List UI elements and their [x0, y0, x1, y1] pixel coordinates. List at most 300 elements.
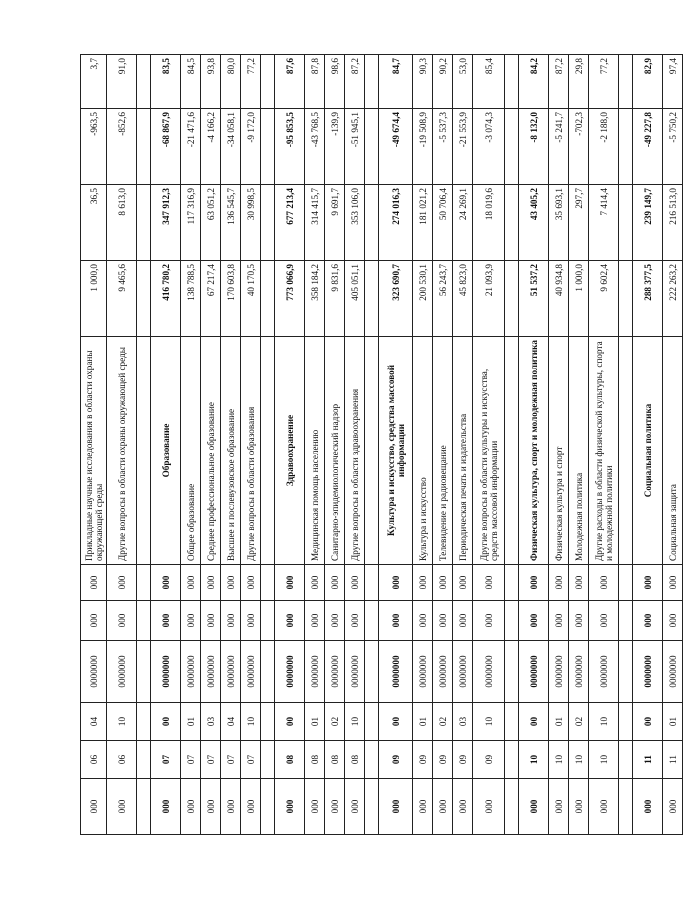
- code-type-cell: 000: [519, 601, 549, 641]
- rotated-table-container: [80, 55, 678, 835]
- actual-value-cell: 24 269,1: [453, 185, 473, 261]
- code-admin-cell: 000: [519, 779, 549, 835]
- code-target-cell: [261, 641, 275, 703]
- actual-value-cell: 136 545,7: [221, 185, 241, 261]
- table-row: [663, 55, 683, 835]
- code-target-cell: 0000000: [379, 641, 413, 703]
- code-type-cell: 000: [305, 601, 325, 641]
- table-row: [379, 55, 413, 835]
- spacer-row: [137, 55, 151, 835]
- percent-value-cell: [619, 55, 633, 109]
- deviation-value-cell: -3 074,3: [473, 109, 505, 185]
- code-kosgu-cell: [365, 565, 379, 601]
- plan-value-cell: 9 602,4: [589, 261, 619, 337]
- plan-value-cell: [137, 261, 151, 337]
- item-name-cell: Общее образование: [181, 337, 201, 565]
- plan-value-cell: 323 690,7: [379, 261, 413, 337]
- code-kosgu-cell: 000: [569, 565, 589, 601]
- table-row: [181, 55, 201, 835]
- code-subsection-cell: 10: [241, 703, 261, 741]
- table-row: [345, 55, 365, 835]
- code-kosgu-cell: 000: [379, 565, 413, 601]
- percent-value-cell: 83,5: [151, 55, 181, 109]
- code-type-cell: 000: [107, 601, 137, 641]
- table-row: [151, 55, 181, 835]
- code-section-cell: 11: [633, 741, 663, 779]
- item-name-cell: Социальная политика: [633, 337, 663, 565]
- code-type-cell: 000: [589, 601, 619, 641]
- code-kosgu-cell: 000: [663, 565, 683, 601]
- code-admin-cell: 000: [181, 779, 201, 835]
- percent-value-cell: 53,0: [453, 55, 473, 109]
- deviation-value-cell: [619, 109, 633, 185]
- plan-value-cell: [261, 261, 275, 337]
- percent-value-cell: 87,2: [549, 55, 569, 109]
- actual-value-cell: 216 513,0: [663, 185, 683, 261]
- code-type-cell: 000: [181, 601, 201, 641]
- code-subsection-cell: 00: [379, 703, 413, 741]
- code-admin-cell: 000: [325, 779, 345, 835]
- deviation-value-cell: -21 471,6: [181, 109, 201, 185]
- code-subsection-cell: 04: [221, 703, 241, 741]
- item-name-cell: [261, 337, 275, 565]
- plan-value-cell: 51 537,2: [519, 261, 549, 337]
- code-kosgu-cell: 000: [473, 565, 505, 601]
- code-section-cell: 08: [275, 741, 305, 779]
- actual-value-cell: 18 019,6: [473, 185, 505, 261]
- percent-value-cell: 91,0: [107, 55, 137, 109]
- plan-value-cell: 200 530,1: [413, 261, 433, 337]
- plan-value-cell: 56 243,7: [433, 261, 453, 337]
- code-kosgu-cell: 000: [345, 565, 365, 601]
- item-name-cell: Другие вопросы в области охраны окружающей среды: [107, 337, 137, 565]
- item-name-cell: Высшее и послевузовское образование: [221, 337, 241, 565]
- code-section-cell: [137, 741, 151, 779]
- code-admin-cell: 000: [569, 779, 589, 835]
- code-kosgu-cell: 000: [519, 565, 549, 601]
- plan-value-cell: 45 823,0: [453, 261, 473, 337]
- code-kosgu-cell: 000: [181, 565, 201, 601]
- plan-value-cell: 773 066,9: [275, 261, 305, 337]
- plan-value-cell: 405 051,1: [345, 261, 365, 337]
- code-kosgu-cell: 000: [453, 565, 473, 601]
- code-section-cell: [505, 741, 519, 779]
- code-type-cell: 000: [379, 601, 413, 641]
- budget-table: [80, 54, 683, 835]
- code-subsection-cell: [137, 703, 151, 741]
- item-name-cell: Физическая культура, спорт и молодежная политика: [519, 337, 549, 565]
- item-name-cell: Среднее профессиональное образование: [201, 337, 221, 565]
- code-type-cell: 000: [413, 601, 433, 641]
- code-kosgu-cell: 000: [201, 565, 221, 601]
- actual-value-cell: 239 149,7: [633, 185, 663, 261]
- code-subsection-cell: [365, 703, 379, 741]
- spacer-row: [505, 55, 519, 835]
- code-kosgu-cell: 000: [589, 565, 619, 601]
- code-type-cell: 000: [663, 601, 683, 641]
- table-body: [81, 55, 683, 835]
- code-section-cell: [261, 741, 275, 779]
- code-target-cell: 0000000: [413, 641, 433, 703]
- code-section-cell: 08: [305, 741, 325, 779]
- code-admin-cell: 000: [81, 779, 107, 835]
- plan-value-cell: 1 000,0: [569, 261, 589, 337]
- code-admin-cell: 000: [663, 779, 683, 835]
- plan-value-cell: 170 603,8: [221, 261, 241, 337]
- item-name-cell: Другие вопросы в области культуры и искусства, средств массовой информации: [473, 337, 505, 565]
- item-name-cell: Другие вопросы в области образования: [241, 337, 261, 565]
- code-section-cell: 10: [549, 741, 569, 779]
- table-row: [305, 55, 325, 835]
- actual-value-cell: 274 016,3: [379, 185, 413, 261]
- code-section-cell: 09: [453, 741, 473, 779]
- code-type-cell: 000: [81, 601, 107, 641]
- code-admin-cell: [619, 779, 633, 835]
- code-type-cell: [619, 601, 633, 641]
- table-row: [453, 55, 473, 835]
- code-kosgu-cell: [261, 565, 275, 601]
- actual-value-cell: [365, 185, 379, 261]
- deviation-value-cell: -5 750,2: [663, 109, 683, 185]
- code-subsection-cell: 03: [453, 703, 473, 741]
- code-section-cell: 09: [433, 741, 453, 779]
- code-admin-cell: [505, 779, 519, 835]
- percent-value-cell: 77,2: [241, 55, 261, 109]
- deviation-value-cell: -95 853,5: [275, 109, 305, 185]
- table-row: [519, 55, 549, 835]
- plan-value-cell: 138 788,5: [181, 261, 201, 337]
- percent-value-cell: [137, 55, 151, 109]
- code-kosgu-cell: 000: [305, 565, 325, 601]
- plan-value-cell: [365, 261, 379, 337]
- plan-value-cell: 9 465,6: [107, 261, 137, 337]
- plan-value-cell: 416 780,2: [151, 261, 181, 337]
- percent-value-cell: 82,9: [633, 55, 663, 109]
- code-target-cell: 0000000: [221, 641, 241, 703]
- table-row: [241, 55, 261, 835]
- deviation-value-cell: -5 241,7: [549, 109, 569, 185]
- code-kosgu-cell: 000: [151, 565, 181, 601]
- code-subsection-cell: [505, 703, 519, 741]
- code-type-cell: 000: [473, 601, 505, 641]
- deviation-value-cell: -49 227,8: [633, 109, 663, 185]
- code-type-cell: 000: [151, 601, 181, 641]
- code-admin-cell: 000: [433, 779, 453, 835]
- deviation-value-cell: -68 867,9: [151, 109, 181, 185]
- code-subsection-cell: 04: [81, 703, 107, 741]
- actual-value-cell: 36,5: [81, 185, 107, 261]
- plan-value-cell: 21 093,9: [473, 261, 505, 337]
- percent-value-cell: 85,4: [473, 55, 505, 109]
- percent-value-cell: [505, 55, 519, 109]
- code-admin-cell: 000: [379, 779, 413, 835]
- code-section-cell: 10: [569, 741, 589, 779]
- spacer-row: [261, 55, 275, 835]
- percent-value-cell: 84,7: [379, 55, 413, 109]
- deviation-value-cell: [365, 109, 379, 185]
- actual-value-cell: [505, 185, 519, 261]
- code-target-cell: 0000000: [519, 641, 549, 703]
- actual-value-cell: [619, 185, 633, 261]
- item-name-cell: Телевидение и радиовещание: [433, 337, 453, 565]
- deviation-value-cell: [261, 109, 275, 185]
- code-section-cell: 09: [473, 741, 505, 779]
- code-type-cell: 000: [549, 601, 569, 641]
- code-subsection-cell: [261, 703, 275, 741]
- percent-value-cell: 97,4: [663, 55, 683, 109]
- item-name-cell: [619, 337, 633, 565]
- actual-value-cell: 50 706,4: [433, 185, 453, 261]
- percent-value-cell: 80,0: [221, 55, 241, 109]
- actual-value-cell: 677 213,4: [275, 185, 305, 261]
- code-target-cell: 0000000: [549, 641, 569, 703]
- code-admin-cell: 000: [589, 779, 619, 835]
- code-section-cell: 09: [413, 741, 433, 779]
- code-subsection-cell: 10: [473, 703, 505, 741]
- plan-value-cell: [505, 261, 519, 337]
- item-name-cell: Санитарно-эпидемиологический надзор: [325, 337, 345, 565]
- code-kosgu-cell: 000: [433, 565, 453, 601]
- percent-value-cell: 3,7: [81, 55, 107, 109]
- code-admin-cell: 000: [549, 779, 569, 835]
- actual-value-cell: 353 106,0: [345, 185, 365, 261]
- percent-value-cell: [365, 55, 379, 109]
- code-type-cell: 000: [221, 601, 241, 641]
- code-subsection-cell: 01: [305, 703, 325, 741]
- code-kosgu-cell: [619, 565, 633, 601]
- code-subsection-cell: 01: [663, 703, 683, 741]
- item-name-cell: Физическая культура и спорт: [549, 337, 569, 565]
- plan-value-cell: 67 217,4: [201, 261, 221, 337]
- deviation-value-cell: [137, 109, 151, 185]
- code-type-cell: 000: [433, 601, 453, 641]
- code-admin-cell: 000: [305, 779, 325, 835]
- deviation-value-cell: -139,9: [325, 109, 345, 185]
- code-target-cell: 0000000: [589, 641, 619, 703]
- deviation-value-cell: -21 553,9: [453, 109, 473, 185]
- code-section-cell: [365, 741, 379, 779]
- code-section-cell: 07: [221, 741, 241, 779]
- code-section-cell: 10: [589, 741, 619, 779]
- code-target-cell: 0000000: [275, 641, 305, 703]
- plan-value-cell: [619, 261, 633, 337]
- code-subsection-cell: 01: [413, 703, 433, 741]
- code-type-cell: [261, 601, 275, 641]
- code-target-cell: 0000000: [663, 641, 683, 703]
- item-name-cell: Периодическая печать и издательства: [453, 337, 473, 565]
- code-section-cell: 11: [663, 741, 683, 779]
- table-row: [549, 55, 569, 835]
- code-target-cell: 0000000: [569, 641, 589, 703]
- actual-value-cell: 63 051,2: [201, 185, 221, 261]
- code-section-cell: [619, 741, 633, 779]
- percent-value-cell: 84,5: [181, 55, 201, 109]
- percent-value-cell: 87,2: [345, 55, 365, 109]
- actual-value-cell: 35 693,1: [549, 185, 569, 261]
- item-name-cell: Культура и искусство: [413, 337, 433, 565]
- code-admin-cell: 000: [201, 779, 221, 835]
- code-subsection-cell: 01: [181, 703, 201, 741]
- table-row: [589, 55, 619, 835]
- code-section-cell: 07: [241, 741, 261, 779]
- code-type-cell: 000: [201, 601, 221, 641]
- actual-value-cell: [137, 185, 151, 261]
- code-section-cell: 09: [379, 741, 413, 779]
- table-row: [107, 55, 137, 835]
- code-target-cell: 0000000: [241, 641, 261, 703]
- spacer-row: [619, 55, 633, 835]
- code-admin-cell: 000: [413, 779, 433, 835]
- item-name-cell: Культура и искусство, средства массовой информации: [379, 337, 413, 565]
- actual-value-cell: 9 691,7: [325, 185, 345, 261]
- plan-value-cell: 358 184,2: [305, 261, 325, 337]
- code-target-cell: 0000000: [433, 641, 453, 703]
- actual-value-cell: 43 405,2: [519, 185, 549, 261]
- code-section-cell: 06: [107, 741, 137, 779]
- table-row: [473, 55, 505, 835]
- percent-value-cell: 29,8: [569, 55, 589, 109]
- code-subsection-cell: 02: [325, 703, 345, 741]
- code-subsection-cell: 00: [633, 703, 663, 741]
- code-admin-cell: 000: [107, 779, 137, 835]
- code-subsection-cell: 10: [107, 703, 137, 741]
- table-row: [221, 55, 241, 835]
- spacer-row: [365, 55, 379, 835]
- code-subsection-cell: 03: [201, 703, 221, 741]
- item-name-cell: Прикладные научные исследования в области охраны окружающей среды: [81, 337, 107, 565]
- code-admin-cell: 000: [473, 779, 505, 835]
- code-type-cell: [365, 601, 379, 641]
- code-target-cell: 0000000: [633, 641, 663, 703]
- deviation-value-cell: -852,6: [107, 109, 137, 185]
- code-subsection-cell: 00: [275, 703, 305, 741]
- code-kosgu-cell: 000: [241, 565, 261, 601]
- percent-value-cell: 77,2: [589, 55, 619, 109]
- deviation-value-cell: -963,5: [81, 109, 107, 185]
- table-row: [413, 55, 433, 835]
- code-type-cell: 000: [275, 601, 305, 641]
- percent-value-cell: 87,6: [275, 55, 305, 109]
- actual-value-cell: 117 316,9: [181, 185, 201, 261]
- code-admin-cell: [261, 779, 275, 835]
- code-subsection-cell: 10: [589, 703, 619, 741]
- actual-value-cell: 7 414,4: [589, 185, 619, 261]
- code-type-cell: 000: [569, 601, 589, 641]
- percent-value-cell: 84,2: [519, 55, 549, 109]
- item-name-cell: [505, 337, 519, 565]
- percent-value-cell: 93,8: [201, 55, 221, 109]
- code-target-cell: 0000000: [181, 641, 201, 703]
- item-name-cell: Здравоохранение: [275, 337, 305, 565]
- plan-value-cell: 1 000,0: [81, 261, 107, 337]
- table-row: [569, 55, 589, 835]
- code-section-cell: 08: [345, 741, 365, 779]
- percent-value-cell: [261, 55, 275, 109]
- code-section-cell: 10: [519, 741, 549, 779]
- item-name-cell: Молодежная политика: [569, 337, 589, 565]
- code-target-cell: [619, 641, 633, 703]
- code-type-cell: 000: [633, 601, 663, 641]
- table-row: [325, 55, 345, 835]
- actual-value-cell: 8 613,0: [107, 185, 137, 261]
- table-row: [81, 55, 107, 835]
- code-target-cell: 0000000: [151, 641, 181, 703]
- deviation-value-cell: -702,3: [569, 109, 589, 185]
- item-name-cell: [137, 337, 151, 565]
- code-subsection-cell: 00: [151, 703, 181, 741]
- plan-value-cell: 9 831,6: [325, 261, 345, 337]
- code-type-cell: 000: [453, 601, 473, 641]
- plan-value-cell: 40 170,5: [241, 261, 261, 337]
- code-target-cell: 0000000: [81, 641, 107, 703]
- item-name-cell: Образование: [151, 337, 181, 565]
- actual-value-cell: 181 021,2: [413, 185, 433, 261]
- code-admin-cell: 000: [241, 779, 261, 835]
- code-admin-cell: 000: [151, 779, 181, 835]
- code-target-cell: 0000000: [453, 641, 473, 703]
- item-name-cell: Другие расходы в области физической культуры, спорта и молодежной политики: [589, 337, 619, 565]
- code-kosgu-cell: [137, 565, 151, 601]
- code-type-cell: [505, 601, 519, 641]
- deviation-value-cell: -9 172,0: [241, 109, 261, 185]
- percent-value-cell: 90,3: [413, 55, 433, 109]
- percent-value-cell: 98,6: [325, 55, 345, 109]
- item-name-cell: Другие вопросы в области здравоохранения: [345, 337, 365, 565]
- item-name-cell: Социальная защита: [663, 337, 683, 565]
- code-admin-cell: 000: [275, 779, 305, 835]
- code-target-cell: 0000000: [107, 641, 137, 703]
- code-section-cell: 07: [181, 741, 201, 779]
- deviation-value-cell: -34 058,1: [221, 109, 241, 185]
- code-admin-cell: [365, 779, 379, 835]
- deviation-value-cell: -43 768,5: [305, 109, 325, 185]
- code-type-cell: 000: [325, 601, 345, 641]
- deviation-value-cell: -5 537,3: [433, 109, 453, 185]
- deviation-value-cell: -49 674,4: [379, 109, 413, 185]
- code-kosgu-cell: [505, 565, 519, 601]
- plan-value-cell: 288 377,5: [633, 261, 663, 337]
- table-row: [275, 55, 305, 835]
- deviation-value-cell: -2 188,0: [589, 109, 619, 185]
- code-kosgu-cell: 000: [325, 565, 345, 601]
- actual-value-cell: 30 998,5: [241, 185, 261, 261]
- actual-value-cell: 314 415,7: [305, 185, 325, 261]
- actual-value-cell: 297,7: [569, 185, 589, 261]
- item-name-cell: Медицинская помощь населению: [305, 337, 325, 565]
- code-kosgu-cell: 000: [549, 565, 569, 601]
- code-target-cell: 0000000: [345, 641, 365, 703]
- table-row: [433, 55, 453, 835]
- code-subsection-cell: 02: [569, 703, 589, 741]
- code-target-cell: 0000000: [305, 641, 325, 703]
- code-section-cell: 06: [81, 741, 107, 779]
- code-type-cell: 000: [241, 601, 261, 641]
- code-subsection-cell: 01: [549, 703, 569, 741]
- code-target-cell: 0000000: [473, 641, 505, 703]
- table-row: [633, 55, 663, 835]
- code-target-cell: [505, 641, 519, 703]
- code-type-cell: [137, 601, 151, 641]
- code-type-cell: 000: [345, 601, 365, 641]
- deviation-value-cell: -4 166,2: [201, 109, 221, 185]
- code-target-cell: [365, 641, 379, 703]
- code-admin-cell: 000: [345, 779, 365, 835]
- code-subsection-cell: 10: [345, 703, 365, 741]
- code-kosgu-cell: 000: [221, 565, 241, 601]
- code-section-cell: 07: [201, 741, 221, 779]
- code-subsection-cell: [619, 703, 633, 741]
- deviation-value-cell: -19 508,9: [413, 109, 433, 185]
